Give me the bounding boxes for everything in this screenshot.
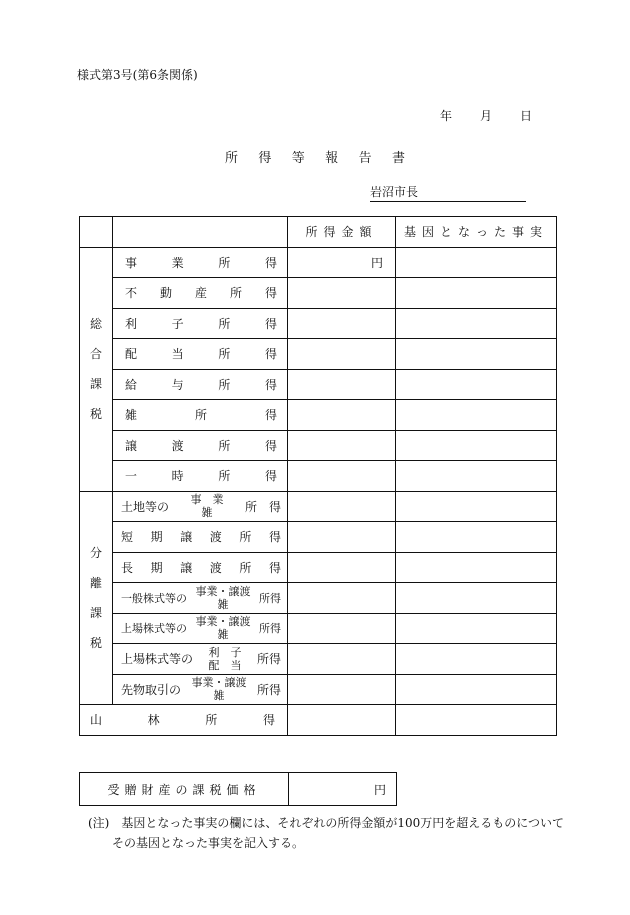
table-row: [80, 522, 557, 553]
header-amount: 所得金額: [288, 217, 396, 248]
fact-field[interactable]: [396, 491, 557, 522]
table-row: [80, 400, 557, 431]
note: [88, 813, 568, 853]
table-row: [80, 705, 557, 736]
fact-field[interactable]: [396, 552, 557, 583]
row-label-jigyo: 事 業 所 得: [113, 247, 288, 278]
gift-table: [79, 772, 397, 806]
table-row: [80, 430, 557, 461]
amount-field[interactable]: [288, 522, 396, 553]
table-row: [80, 339, 557, 370]
row-label-sanrin: 山 林 所 得: [80, 705, 288, 736]
table-row: [80, 583, 557, 614]
amount-field[interactable]: [288, 552, 396, 583]
fact-field[interactable]: [396, 400, 557, 431]
table-row: [80, 369, 557, 400]
row-label-tochi: 土地等の 事 業 雑 所 得: [113, 491, 288, 522]
fact-field[interactable]: [396, 583, 557, 614]
row-label-ippan-kabu: 一般株式等の 事業・譲渡 雑 所得: [113, 583, 288, 614]
fact-field[interactable]: [396, 461, 557, 492]
row-label-jojo-kabu-rishi: 上場株式等の 利 子 配 当 所得: [113, 644, 288, 675]
table-row: [80, 491, 557, 522]
fact-field[interactable]: [396, 247, 557, 278]
gift-amount-field[interactable]: 円: [289, 773, 397, 806]
amount-field[interactable]: [288, 339, 396, 370]
fact-field[interactable]: [396, 522, 557, 553]
header-row: [80, 217, 557, 248]
fact-field[interactable]: [396, 369, 557, 400]
page-title: [225, 147, 405, 166]
row-label-choki: 長 期 譲 渡 所 得: [113, 552, 288, 583]
fact-field[interactable]: [396, 705, 557, 736]
group-char: 課: [89, 605, 102, 620]
amount-field[interactable]: [288, 308, 396, 339]
group-char: 税: [89, 635, 102, 650]
group-label-bunri: [80, 491, 113, 705]
fact-field[interactable]: [396, 339, 557, 370]
fact-field[interactable]: [396, 674, 557, 705]
date-year: 年: [440, 109, 453, 123]
amount-field[interactable]: [288, 674, 396, 705]
row-label-zatsu: 雑 所 得: [113, 400, 288, 431]
fact-field[interactable]: [396, 644, 557, 675]
note-line-2: その基因となった事実を記入する。: [112, 836, 305, 850]
table-row: [80, 644, 557, 675]
title-char: 等: [291, 151, 305, 166]
row-label-haito: 配 当 所 得: [113, 339, 288, 370]
row-label-jojo-kabu: 上場株式等の 事業・譲渡 雑 所得: [113, 613, 288, 644]
group-label-sogo: [80, 247, 113, 491]
amount-field[interactable]: [288, 400, 396, 431]
income-table: [79, 216, 557, 736]
table-row: [80, 461, 557, 492]
title-char: 告: [358, 151, 372, 166]
date-line: [440, 107, 532, 124]
table-row: [80, 552, 557, 583]
date-month: 月: [479, 109, 492, 123]
row-label-tanki: 短 期 譲 渡 所 得: [113, 522, 288, 553]
group-char: 離: [89, 575, 102, 590]
group-char: 総: [89, 317, 102, 331]
gift-label: 受贈財産の課税価格: [80, 773, 289, 806]
table-row: [80, 278, 557, 309]
amount-field[interactable]: [288, 644, 396, 675]
amount-field[interactable]: 円: [288, 247, 396, 278]
row-label-sakimono: 先物取引の 事業・譲渡 雑 所得: [113, 674, 288, 705]
addressee: 岩沼市長: [370, 183, 526, 202]
header-fact: 基因となった事実: [396, 217, 557, 248]
table-row: [80, 247, 557, 278]
fact-field[interactable]: [396, 308, 557, 339]
header-blank-1: [80, 217, 113, 248]
row-label-fudosan: 不 動 産 所 得: [113, 278, 288, 309]
row-label-joto: 譲 渡 所 得: [113, 430, 288, 461]
amount-field[interactable]: [288, 705, 396, 736]
table-row: [80, 613, 557, 644]
title-char: 所: [225, 151, 239, 166]
amount-field[interactable]: [288, 369, 396, 400]
group-char: 合: [89, 347, 102, 361]
table-row: [80, 308, 557, 339]
amount-field[interactable]: [288, 461, 396, 492]
amount-field[interactable]: [288, 583, 396, 614]
fact-field[interactable]: [396, 613, 557, 644]
amount-field[interactable]: [288, 430, 396, 461]
group-char: 課: [89, 377, 102, 391]
fact-field[interactable]: [396, 278, 557, 309]
title-char: 報: [325, 151, 339, 166]
date-day: 日: [519, 109, 532, 123]
table-row: [80, 773, 397, 806]
note-line-1: (注) 基因となった事実の欄には、それぞれの所得金額が100万円を超えるものについて: [88, 816, 565, 830]
group-char: 税: [89, 407, 102, 421]
title-char: 書: [391, 151, 405, 166]
table-row: [80, 674, 557, 705]
form-number: 様式第3号(第6条関係): [77, 68, 198, 82]
group-char: 分: [89, 545, 102, 560]
row-label-kyuyo: 給 与 所 得: [113, 369, 288, 400]
fact-field[interactable]: [396, 430, 557, 461]
amount-field[interactable]: [288, 613, 396, 644]
header-blank-2: [113, 217, 288, 248]
row-label-ichiji: 一 時 所 得: [113, 461, 288, 492]
row-label-rishi: 利 子 所 得: [113, 308, 288, 339]
amount-field[interactable]: [288, 491, 396, 522]
title-char: 得: [258, 151, 272, 166]
amount-field[interactable]: [288, 278, 396, 309]
